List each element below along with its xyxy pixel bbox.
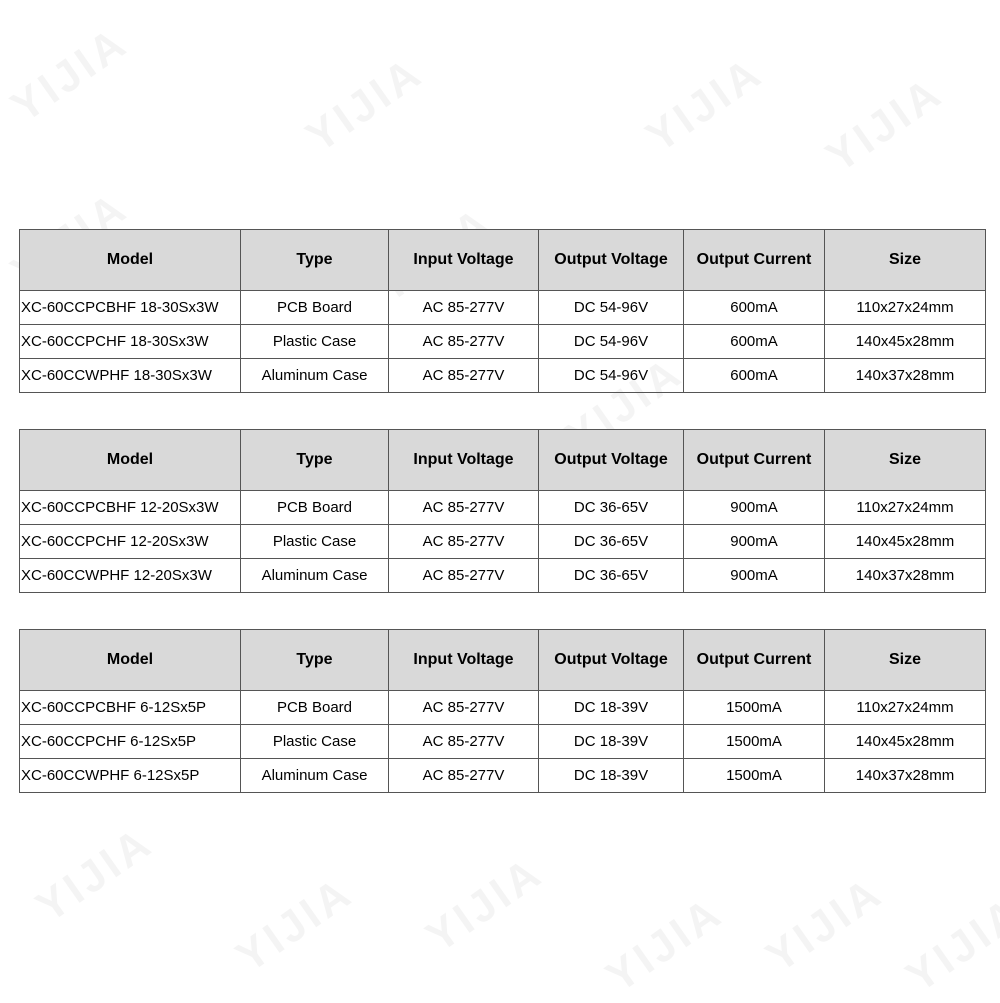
- header-output-current: Output Current: [684, 230, 825, 291]
- header-model: Model: [20, 230, 241, 291]
- cell-output-current: 1500mA: [684, 691, 825, 725]
- cell-output-current: 600mA: [684, 291, 825, 325]
- table-row: [20, 559, 986, 593]
- cell-size: 140x45x28mm: [825, 325, 986, 359]
- cell-output-voltage: DC 36-65V: [539, 525, 684, 559]
- cell-size: 140x37x28mm: [825, 559, 986, 593]
- watermark: [227, 867, 362, 983]
- cell-type: PCB Board: [241, 691, 389, 725]
- cell-output-current: 600mA: [684, 359, 825, 393]
- cell-input-voltage: AC 85-277V: [389, 525, 539, 559]
- watermark: [597, 887, 732, 1003]
- spec-table-1: [19, 229, 986, 393]
- header-output-voltage: Output Voltage: [539, 630, 684, 691]
- cell-model: XC-60CCPCBHF 6-12Sx5P: [20, 691, 241, 725]
- header-size: Size: [825, 430, 986, 491]
- header-size: Size: [825, 630, 986, 691]
- cell-type: Aluminum Case: [241, 559, 389, 593]
- cell-model: XC-60CCPCBHF 12-20Sx3W: [20, 491, 241, 525]
- cell-type: Plastic Case: [241, 525, 389, 559]
- cell-input-voltage: AC 85-277V: [389, 291, 539, 325]
- cell-output-current: 600mA: [684, 325, 825, 359]
- cell-model: XC-60CCWPHF 6-12Sx5P: [20, 759, 241, 793]
- cell-model: XC-60CCPCBHF 18-30Sx3W: [20, 291, 241, 325]
- cell-output-voltage: DC 36-65V: [539, 559, 684, 593]
- header-row: [20, 630, 986, 691]
- cell-size: 110x27x24mm: [825, 291, 986, 325]
- cell-size: 110x27x24mm: [825, 691, 986, 725]
- watermark: [817, 67, 952, 183]
- cell-type: Plastic Case: [241, 725, 389, 759]
- cell-output-current: 900mA: [684, 491, 825, 525]
- cell-model: XC-60CCPCHF 12-20Sx3W: [20, 525, 241, 559]
- header-input-voltage: Input Voltage: [389, 630, 539, 691]
- table-row: [20, 359, 986, 393]
- cell-input-voltage: AC 85-277V: [389, 325, 539, 359]
- cell-type: PCB Board: [241, 491, 389, 525]
- cell-size: 140x37x28mm: [825, 359, 986, 393]
- cell-output-current: 900mA: [684, 559, 825, 593]
- cell-size: 140x45x28mm: [825, 725, 986, 759]
- table-row: [20, 525, 986, 559]
- header-type: Type: [241, 630, 389, 691]
- header-input-voltage: Input Voltage: [389, 230, 539, 291]
- cell-input-voltage: AC 85-277V: [389, 691, 539, 725]
- watermark: [897, 887, 1000, 1003]
- cell-size: 110x27x24mm: [825, 491, 986, 525]
- cell-input-voltage: AC 85-277V: [389, 725, 539, 759]
- cell-model: XC-60CCWPHF 12-20Sx3W: [20, 559, 241, 593]
- cell-output-current: 900mA: [684, 525, 825, 559]
- header-output-current: Output Current: [684, 630, 825, 691]
- header-row: [20, 230, 986, 291]
- cell-output-voltage: DC 54-96V: [539, 325, 684, 359]
- watermark: [637, 47, 772, 163]
- cell-output-voltage: DC 18-39V: [539, 759, 684, 793]
- cell-input-voltage: AC 85-277V: [389, 491, 539, 525]
- table-row: [20, 291, 986, 325]
- cell-type: Plastic Case: [241, 325, 389, 359]
- header-model: Model: [20, 630, 241, 691]
- cell-output-voltage: DC 36-65V: [539, 491, 684, 525]
- header-row: [20, 430, 986, 491]
- table-row: [20, 325, 986, 359]
- header-type: Type: [241, 230, 389, 291]
- header-output-current: Output Current: [684, 430, 825, 491]
- table-row: [20, 725, 986, 759]
- header-output-voltage: Output Voltage: [539, 230, 684, 291]
- cell-size: 140x45x28mm: [825, 525, 986, 559]
- cell-input-voltage: AC 85-277V: [389, 559, 539, 593]
- spec-table-2: [19, 429, 986, 593]
- cell-size: 140x37x28mm: [825, 759, 986, 793]
- header-output-voltage: Output Voltage: [539, 430, 684, 491]
- cell-output-voltage: DC 54-96V: [539, 359, 684, 393]
- cell-model: XC-60CCPCHF 6-12Sx5P: [20, 725, 241, 759]
- cell-type: Aluminum Case: [241, 359, 389, 393]
- header-input-voltage: Input Voltage: [389, 430, 539, 491]
- spec-table-3: [19, 629, 986, 793]
- watermark: [27, 817, 162, 933]
- watermark: [757, 867, 892, 983]
- cell-output-current: 1500mA: [684, 725, 825, 759]
- header-model: Model: [20, 430, 241, 491]
- cell-input-voltage: AC 85-277V: [389, 759, 539, 793]
- cell-model: XC-60CCWPHF 18-30Sx3W: [20, 359, 241, 393]
- watermark: [297, 47, 432, 163]
- table-row: [20, 691, 986, 725]
- cell-output-voltage: DC 54-96V: [539, 291, 684, 325]
- cell-type: Aluminum Case: [241, 759, 389, 793]
- cell-output-voltage: DC 18-39V: [539, 691, 684, 725]
- table-row: [20, 759, 986, 793]
- cell-model: XC-60CCPCHF 18-30Sx3W: [20, 325, 241, 359]
- header-size: Size: [825, 230, 986, 291]
- cell-input-voltage: AC 85-277V: [389, 359, 539, 393]
- cell-output-current: 1500mA: [684, 759, 825, 793]
- cell-type: PCB Board: [241, 291, 389, 325]
- watermark: [417, 847, 552, 963]
- header-type: Type: [241, 430, 389, 491]
- watermark: [2, 17, 137, 133]
- table-row: [20, 491, 986, 525]
- cell-output-voltage: DC 18-39V: [539, 725, 684, 759]
